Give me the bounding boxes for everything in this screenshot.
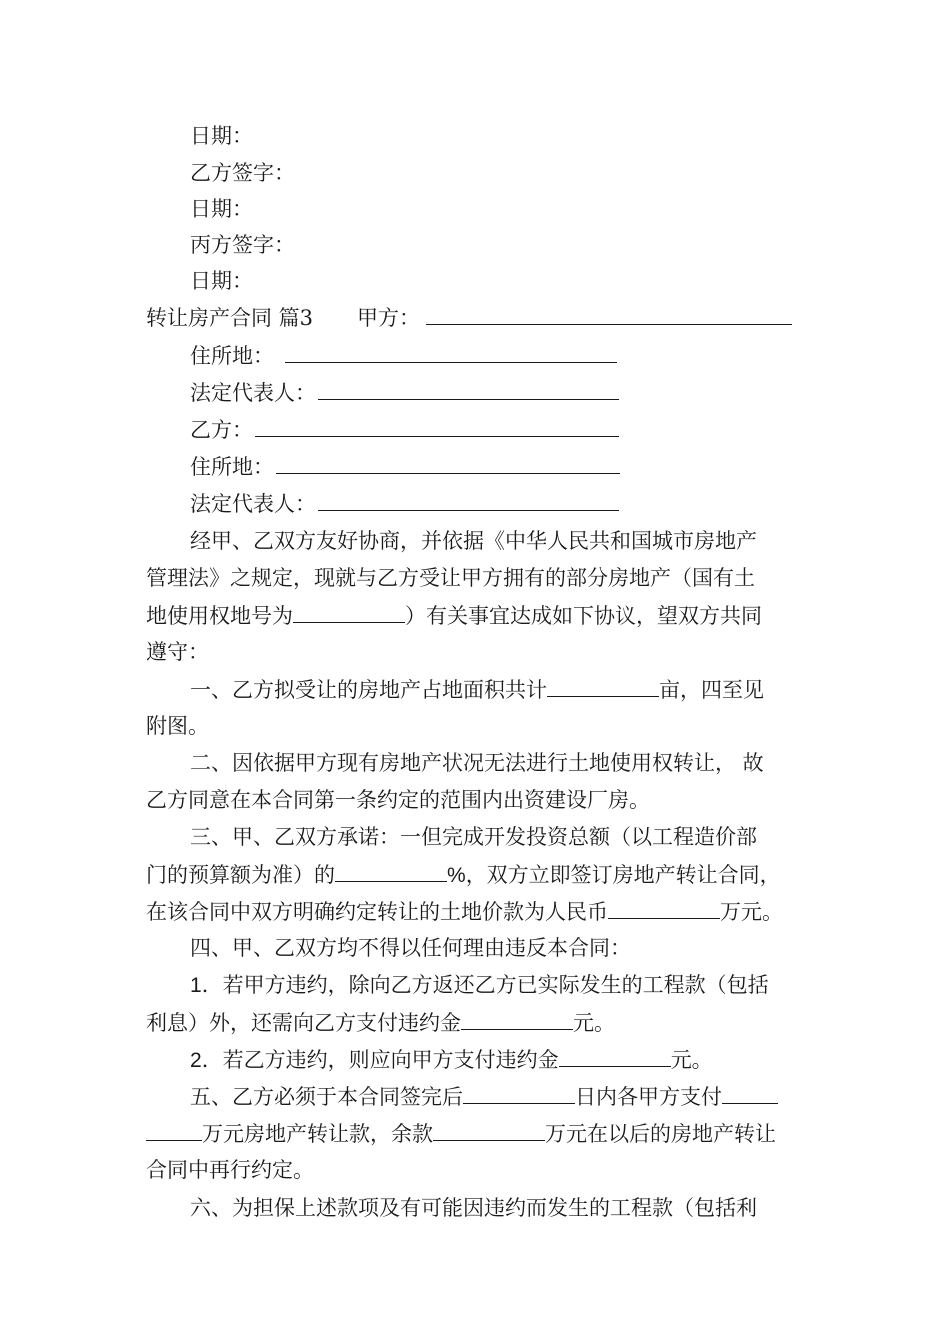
area-blank: [547, 674, 659, 697]
clause-5-line-1: [190, 1081, 778, 1111]
clause-5-line-3: 合同中再行约定。: [146, 1158, 314, 1182]
clause-2-line-1: 二、因依据甲方现有房地产状况无法进行土地使用权转让， 故: [190, 751, 764, 775]
party-a-legal-rep-label: 法定代表人：: [190, 381, 316, 405]
party-b-legal-rep-row: [190, 488, 619, 518]
party-a-blank: [426, 302, 792, 325]
clause-5-line-2: [146, 1118, 776, 1148]
clause-3-line-2-end: ，双方立即签订房地产转让合同，: [465, 863, 781, 887]
balance-blank: [433, 1118, 545, 1141]
percentage-blank: [335, 859, 447, 882]
preamble-line-3-start: 地使用权地号为: [146, 604, 293, 628]
clause-5-line-2-end: 万元在以后的房地产转让: [545, 1122, 776, 1146]
clause-4-line-1: 四、甲、乙双方均不得以任何理由违反本合同：: [190, 936, 631, 960]
party-b-address-label: 住所地：: [190, 455, 274, 479]
preamble-line-4: 遵守：: [146, 640, 209, 664]
item-1-number: 1: [190, 974, 202, 997]
preamble-line-3-end: ）有关事宜达成如下协议，望双方共同: [405, 604, 762, 628]
section-heading-row: [146, 302, 792, 332]
clause-3-line-3-end: 万元。: [720, 900, 783, 924]
clause-4-item-2: [190, 1044, 713, 1074]
payment-blank-part-1: [722, 1081, 778, 1104]
party-b-blank: [255, 414, 619, 437]
penalty-a-blank: [461, 1007, 573, 1030]
land-price-blank: [608, 896, 720, 919]
clause-4-item-1-line-2: [146, 1007, 615, 1037]
party-a-legal-rep-row: [190, 377, 619, 407]
party-a-label: 甲方：: [357, 306, 421, 330]
preamble-line-2: 管理法》之规定，现就与乙方受让甲方拥有的部分房地产（国有土: [146, 566, 755, 590]
party-a-address-blank: [285, 340, 617, 363]
item-2-text-end: 元。: [670, 1048, 713, 1072]
item-2-text-start: ．若乙方违约，则应向甲方支付违约金: [201, 1048, 559, 1072]
date-label-3: 日期：: [190, 269, 253, 293]
clause-5-line-2-start: 万元房地产转让款，余款: [202, 1122, 433, 1146]
party-a-legal-rep-blank: [318, 377, 619, 400]
clause-3-line-3: [146, 896, 783, 926]
clause-3-line-1: 三、甲、乙双方承诺：一但完成开发投资总额（以工程造价部: [190, 825, 757, 849]
party-b-legal-rep-label: 法定代表人：: [190, 492, 316, 516]
clause-1-line-2: 附图。: [146, 714, 209, 738]
party-b-address-row: [190, 451, 620, 481]
party-b-address-blank: [276, 451, 620, 474]
payment-blank-part-2: [146, 1118, 202, 1141]
percent-sign: %: [447, 864, 466, 887]
preamble-line-3: [146, 600, 762, 630]
clause-5-line-1-end: 日内各甲方支付: [575, 1085, 722, 1109]
clause-6-line-1: 六、为担保上述款项及有可能因违约而发生的工程款（包括利: [190, 1196, 757, 1220]
days-blank: [463, 1081, 575, 1104]
item-2-number: 2: [190, 1049, 202, 1072]
party-a-address-label: 住所地：: [190, 344, 274, 368]
clause-2-line-2: 乙方同意在本合同第一条约定的范围内出资建设厂房。: [146, 788, 650, 812]
penalty-b-blank: [559, 1044, 671, 1067]
clause-3-line-2-start: 门的预算额为准）的: [146, 863, 335, 887]
clause-4-item-1-line-1: [190, 970, 769, 1000]
item-1-line-2-start: 利息）外，还需向乙方支付违约金: [146, 1011, 461, 1035]
section-title: 转让房产合同 篇3: [146, 306, 314, 330]
clause-5-line-1-start: 五、乙方必须于本合同签完后: [190, 1085, 463, 1109]
land-number-blank: [293, 600, 405, 623]
item-1-text: ．若甲方违约，除向乙方返还乙方已实际发生的工程款（包括: [201, 973, 769, 997]
clause-1-text-end: 亩，四至见: [659, 678, 764, 702]
date-label-2: 日期：: [190, 197, 253, 221]
date-label-1: 日期：: [190, 124, 253, 148]
party-b-label: 乙方：: [190, 418, 253, 442]
item-1-line-2-end: 元。: [573, 1011, 615, 1035]
clause-3-line-2: [146, 859, 781, 889]
clause-3-line-3-start: 在该合同中双方明确约定转让的土地价款为人民币: [146, 900, 608, 924]
party-b-legal-rep-blank: [318, 488, 619, 511]
clause-1-line-1: [190, 674, 764, 704]
party-c-signature-label: 丙方签字：: [190, 233, 295, 257]
preamble-line-1: 经甲、乙双方友好协商，并依据《中华人民共和国城市房地产: [190, 529, 757, 553]
party-b-row: [190, 414, 619, 444]
party-b-signature-label: 乙方签字：: [190, 161, 295, 185]
clause-1-text-start: 一、乙方拟受让的房地产占地面积共计: [190, 678, 547, 702]
party-a-address-row: [190, 340, 617, 370]
